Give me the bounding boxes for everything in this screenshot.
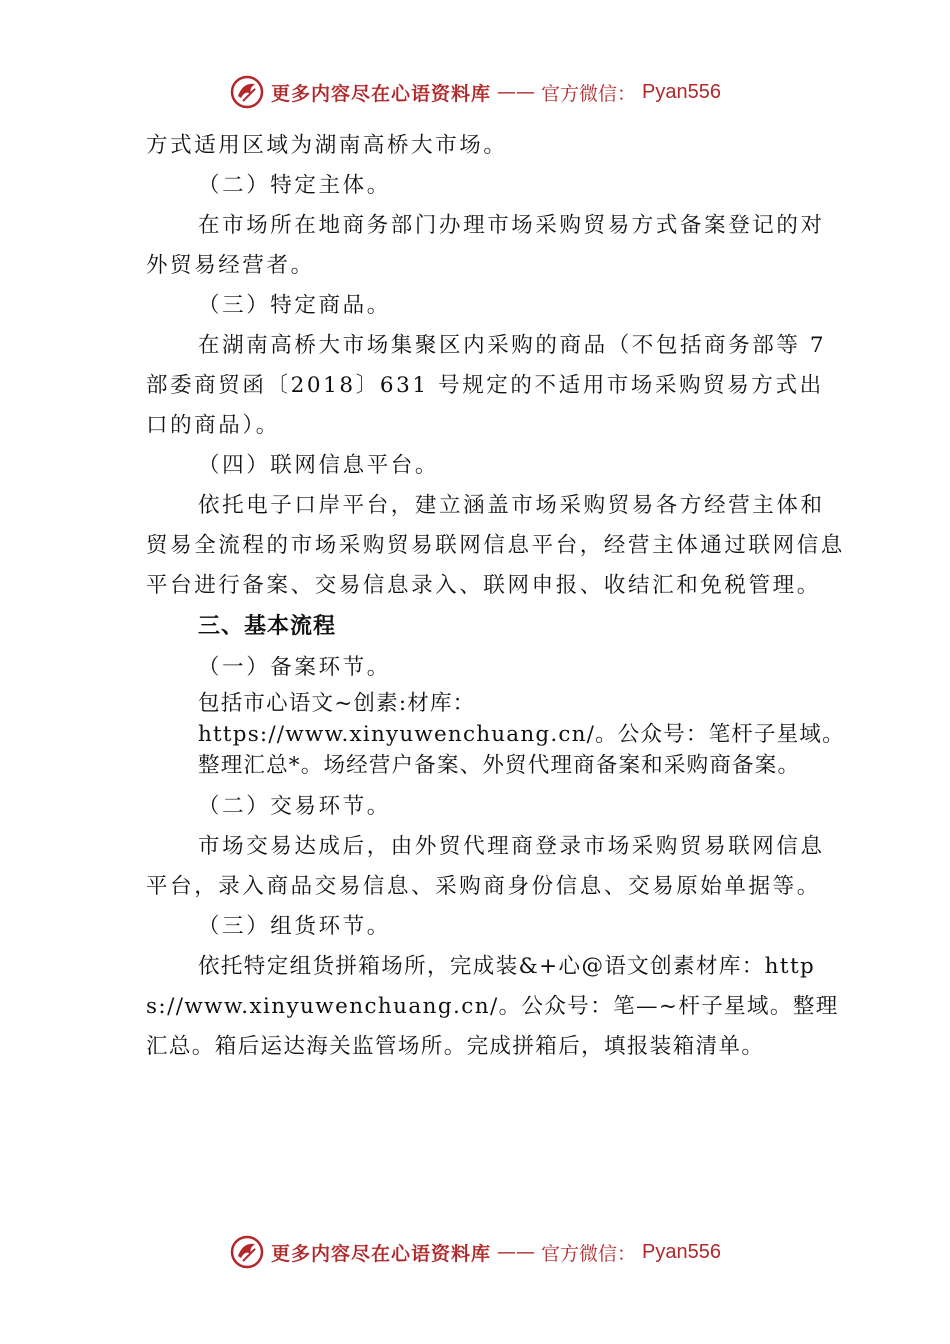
banner-wechat-label: 官方微信：: [541, 1242, 637, 1265]
banner-dash: ——: [497, 81, 536, 103]
banner-wechat-id: Pyan556: [642, 80, 721, 103]
paragraph: 依托电子口岸平台，建立涵盖市场采购贸易各方经营主体和贸易全流程的市场采购贸易联网信息平台，经营主体通过联网信息平台进行备案、交易信息录入、联网申报、收结汇和免税管理。: [146, 493, 845, 598]
subheading: （二）交易环节。: [198, 794, 391, 819]
header-banner: [0, 68, 950, 116]
paragraph: 在市场所在地商务部门办理市场采购贸易方式备案登记的对外贸易经营者。: [146, 213, 825, 278]
banner-title: 更多内容尽在心语资料库: [271, 82, 492, 105]
banner-dash: ——: [497, 1241, 536, 1263]
paragraph: 依托特定组货拼箱场所，完成装&+心@语文创素材库：https://www.xinyuwenchuang.cn/。公众号：笔—~杆子星域。整理汇总。箱后运达海关监管场所。完成拼箱后，填报装箱清单。: [146, 954, 839, 1059]
banner-wechat-label: 官方微信：: [541, 82, 637, 105]
document-body: [146, 126, 846, 1067]
banner-wechat-id: Pyan556: [642, 1240, 721, 1263]
subheading: （一）备案环节。: [198, 655, 391, 680]
footer-banner: [0, 1228, 950, 1276]
paragraph: 市场交易达成后，由外贸代理商登录市场采购贸易联网信息平台，录入商品交易信息、采购商身份信息、交易原始单据等。: [146, 834, 825, 899]
paragraph: 包括市心语文~创素:材库：https://www.xinyuwenchuang.cn/。公众号：笔杆子星域。整理汇总*。场经营户备案、外贸代理商备案和采购商备案。: [198, 691, 845, 778]
paragraph: 方式适用区域为湖南高桥大市场。: [146, 133, 508, 158]
subheading: （三）特定商品。: [198, 293, 391, 318]
banner-title: 更多内容尽在心语资料库: [271, 1242, 492, 1265]
section-heading: 三、基本流程: [198, 614, 337, 639]
logo-icon: [229, 1234, 265, 1270]
logo-icon: [229, 74, 265, 110]
paragraph: 在湖南高桥大市场集聚区内采购的商品（不包括商务部等 7 部委商贸函〔2018〕631 号规定的不适用市场采购贸易方式出口的商品）。: [146, 333, 827, 438]
subheading: （二）特定主体。: [198, 173, 391, 198]
subheading: （四）联网信息平台。: [198, 453, 440, 478]
subheading: （三）组货环节。: [198, 914, 391, 939]
